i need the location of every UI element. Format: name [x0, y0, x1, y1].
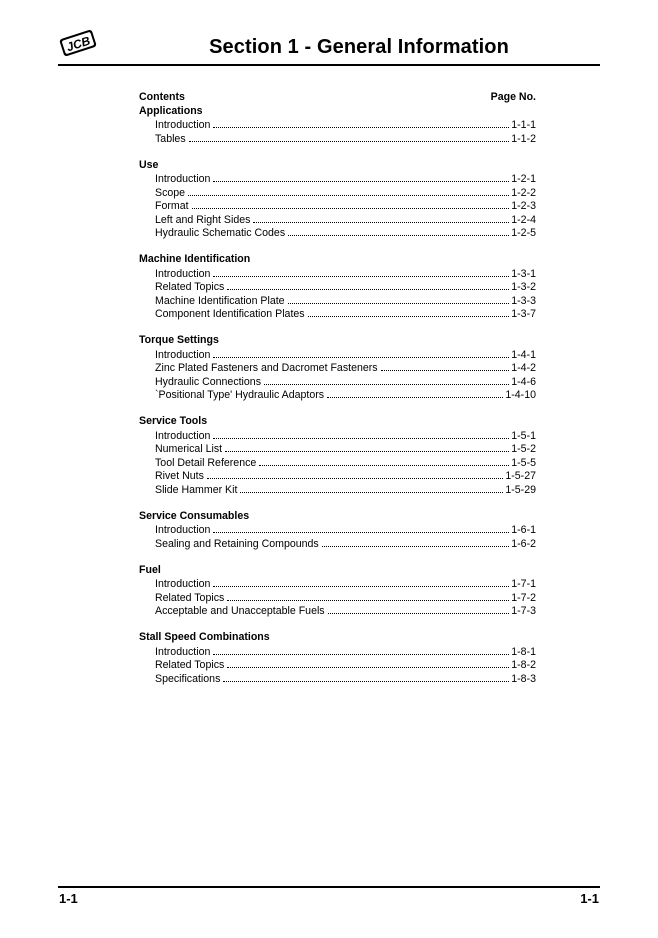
section-title: Applications: [139, 104, 203, 117]
entry-label: Introduction: [155, 119, 211, 131]
section-title: Service Tools: [139, 415, 208, 427]
entry-label: Tables: [155, 132, 186, 145]
dot-leader: [207, 469, 504, 479]
toc-entry[interactable]: [139, 672, 536, 686]
page-title: Section 1 - General Information: [209, 36, 509, 58]
toc-section: [139, 415, 536, 496]
toc-entry[interactable]: [139, 442, 536, 456]
section-title: Use: [139, 158, 159, 171]
toc-entry[interactable]: [139, 172, 536, 186]
toc-entry[interactable]: [139, 361, 536, 375]
entry-page-number: 1-3-3: [511, 294, 536, 307]
entry-label: Introduction: [155, 429, 211, 442]
entry-label: Slide Hammer Kit: [155, 483, 238, 496]
toc-section: [139, 253, 536, 321]
entry-page-number: 1-4-2: [511, 362, 536, 374]
entry-label: Related Topics: [155, 591, 225, 604]
entry-label: Machine Identification Plate: [155, 294, 285, 307]
toc-entry[interactable]: [139, 213, 536, 227]
toc-entry[interactable]: [139, 375, 536, 389]
toc-entry[interactable]: [139, 483, 536, 497]
entry-page-number: 1-7-3: [511, 605, 536, 617]
toc-entry[interactable]: [139, 537, 536, 551]
dot-leader: [223, 672, 509, 682]
footer-page-number-right: 1-1: [580, 891, 599, 906]
toc-entry[interactable]: [139, 388, 536, 402]
toc-section: [139, 105, 536, 146]
dot-leader: [288, 226, 509, 236]
toc-section: [139, 564, 536, 618]
entry-label: Introduction: [155, 267, 211, 280]
entry-label: Rivet Nuts: [155, 470, 204, 482]
dot-leader: [308, 307, 510, 317]
entry-page-number: 1-5-1: [511, 429, 536, 442]
entry-label: Related Topics: [155, 281, 225, 293]
toc-entry[interactable]: [139, 591, 536, 605]
toc-section: [139, 631, 536, 685]
toc-entry[interactable]: [139, 456, 536, 470]
dot-leader: [213, 645, 509, 655]
entry-label: Scope: [155, 186, 186, 199]
entry-label: Left and Right Sides: [155, 213, 251, 226]
dot-leader: [328, 604, 510, 614]
entry-label: Acceptable and Unacceptable Fuels: [155, 605, 325, 617]
dot-leader: [264, 375, 509, 385]
toc-entry[interactable]: [139, 348, 536, 362]
section-title: Machine Identification: [139, 253, 251, 265]
entry-label: Introduction: [155, 524, 211, 536]
entry-page-number: 1-4-10: [505, 389, 536, 401]
dot-leader: [213, 172, 509, 182]
toc-entry[interactable]: [139, 645, 536, 659]
entry-page-number: 1-8-3: [511, 672, 536, 685]
entry-page-number: 1-1-1: [511, 119, 536, 131]
section-title: Torque Settings: [139, 334, 219, 346]
entry-label: Numerical List: [155, 443, 223, 455]
dot-leader: [253, 213, 509, 223]
entry-label: Specifications: [155, 672, 221, 685]
entry-page-number: 1-2-4: [511, 213, 536, 226]
entry-label: Introduction: [155, 645, 211, 658]
toc-entry[interactable]: [139, 186, 536, 200]
dot-leader: [213, 267, 509, 277]
entry-page-number: 1-2-1: [511, 173, 536, 185]
entry-page-number: 1-6-1: [511, 524, 536, 536]
entry-page-number: 1-4-6: [511, 375, 536, 388]
dot-leader: [188, 186, 509, 196]
entry-page-number: 1-8-1: [511, 645, 536, 658]
table-of-contents: [139, 91, 536, 685]
entry-page-number: 1-2-3: [511, 200, 536, 212]
footer-page-number-left: 1-1: [59, 891, 78, 906]
entry-label: Tool Detail Reference: [155, 456, 257, 469]
entry-page-number: 1-1-2: [511, 132, 536, 145]
section-title: Fuel: [139, 563, 161, 576]
dot-leader: [288, 294, 510, 304]
entry-page-number: 1-3-7: [511, 308, 536, 320]
toc-entry[interactable]: [139, 658, 536, 672]
entry-label: Related Topics: [155, 659, 225, 671]
entry-page-number: 1-5-2: [511, 443, 536, 455]
entry-label: Sealing and Retaining Compounds: [155, 537, 319, 550]
dot-leader: [192, 199, 510, 209]
entry-page-number: 1-4-1: [511, 348, 536, 361]
entry-page-number: 1-7-2: [511, 591, 536, 604]
entry-page-number: 1-8-2: [511, 659, 536, 671]
entry-label: Component Identification Plates: [155, 308, 305, 320]
toc-entry[interactable]: [139, 523, 536, 537]
entry-page-number: 1-6-2: [511, 537, 536, 550]
toc-entry[interactable]: [139, 267, 536, 281]
entry-label: Introduction: [155, 578, 211, 590]
toc-section: [139, 510, 536, 551]
toc-entry[interactable]: [139, 226, 536, 240]
dot-leader: [213, 348, 509, 358]
toc-section: [139, 159, 536, 240]
entry-label: Zinc Plated Fasteners and Dacromet Fasteners: [155, 362, 378, 374]
header-rule: [58, 64, 600, 66]
toc-entry[interactable]: [139, 280, 536, 294]
toc-entry[interactable]: [139, 132, 536, 146]
entry-page-number: 1-2-5: [511, 227, 536, 239]
entry-label: `Positional Type' Hydraulic Adaptors: [155, 389, 325, 401]
dot-leader: [227, 280, 509, 290]
dot-leader: [213, 523, 509, 533]
dot-leader: [227, 591, 509, 601]
toc-sections: [139, 105, 536, 686]
entry-label: Hydraulic Schematic Codes: [155, 227, 286, 239]
entry-page-number: 1-5-27: [505, 470, 536, 482]
toc-entry[interactable]: [139, 294, 536, 308]
contents-heading: Contents: [139, 91, 185, 103]
entry-label: Hydraulic Connections: [155, 375, 261, 388]
dot-leader: [240, 483, 503, 493]
section-title: Service Consumables: [139, 509, 250, 522]
dot-leader: [213, 577, 509, 587]
entry-page-number: 1-2-2: [511, 186, 536, 199]
dot-leader: [213, 118, 509, 128]
toc-entry[interactable]: [139, 307, 536, 321]
entry-page-number: 1-7-1: [511, 578, 536, 590]
dot-leader: [213, 429, 509, 439]
toc-header: [139, 91, 536, 105]
dot-leader: [227, 658, 509, 668]
section-title: Stall Speed Combinations: [139, 631, 270, 643]
dot-leader: [259, 456, 509, 466]
dot-leader: [381, 361, 510, 371]
toc-entry[interactable]: [139, 469, 536, 483]
entry-label: Format: [155, 200, 189, 212]
entry-page-number: 1-5-29: [505, 483, 536, 496]
entry-label: Introduction: [155, 348, 211, 361]
dot-leader: [225, 442, 509, 452]
dot-leader: [322, 537, 510, 547]
toc-entry[interactable]: [139, 199, 536, 213]
dot-leader: [189, 132, 510, 142]
page-no-heading: Page No.: [490, 91, 536, 103]
footer-rule: [58, 886, 600, 888]
toc-section: [139, 334, 536, 402]
toc-entry[interactable]: [139, 604, 536, 618]
entry-page-number: 1-5-5: [511, 456, 536, 469]
entry-page-number: 1-3-2: [511, 281, 536, 293]
entry-page-number: 1-3-1: [511, 267, 536, 280]
toc-entry[interactable]: [139, 577, 536, 591]
logo-text: JCB: [64, 33, 92, 55]
entry-label: Introduction: [155, 173, 211, 185]
toc-entry[interactable]: [139, 429, 536, 443]
toc-entry[interactable]: [139, 118, 536, 132]
dot-leader: [327, 388, 503, 398]
